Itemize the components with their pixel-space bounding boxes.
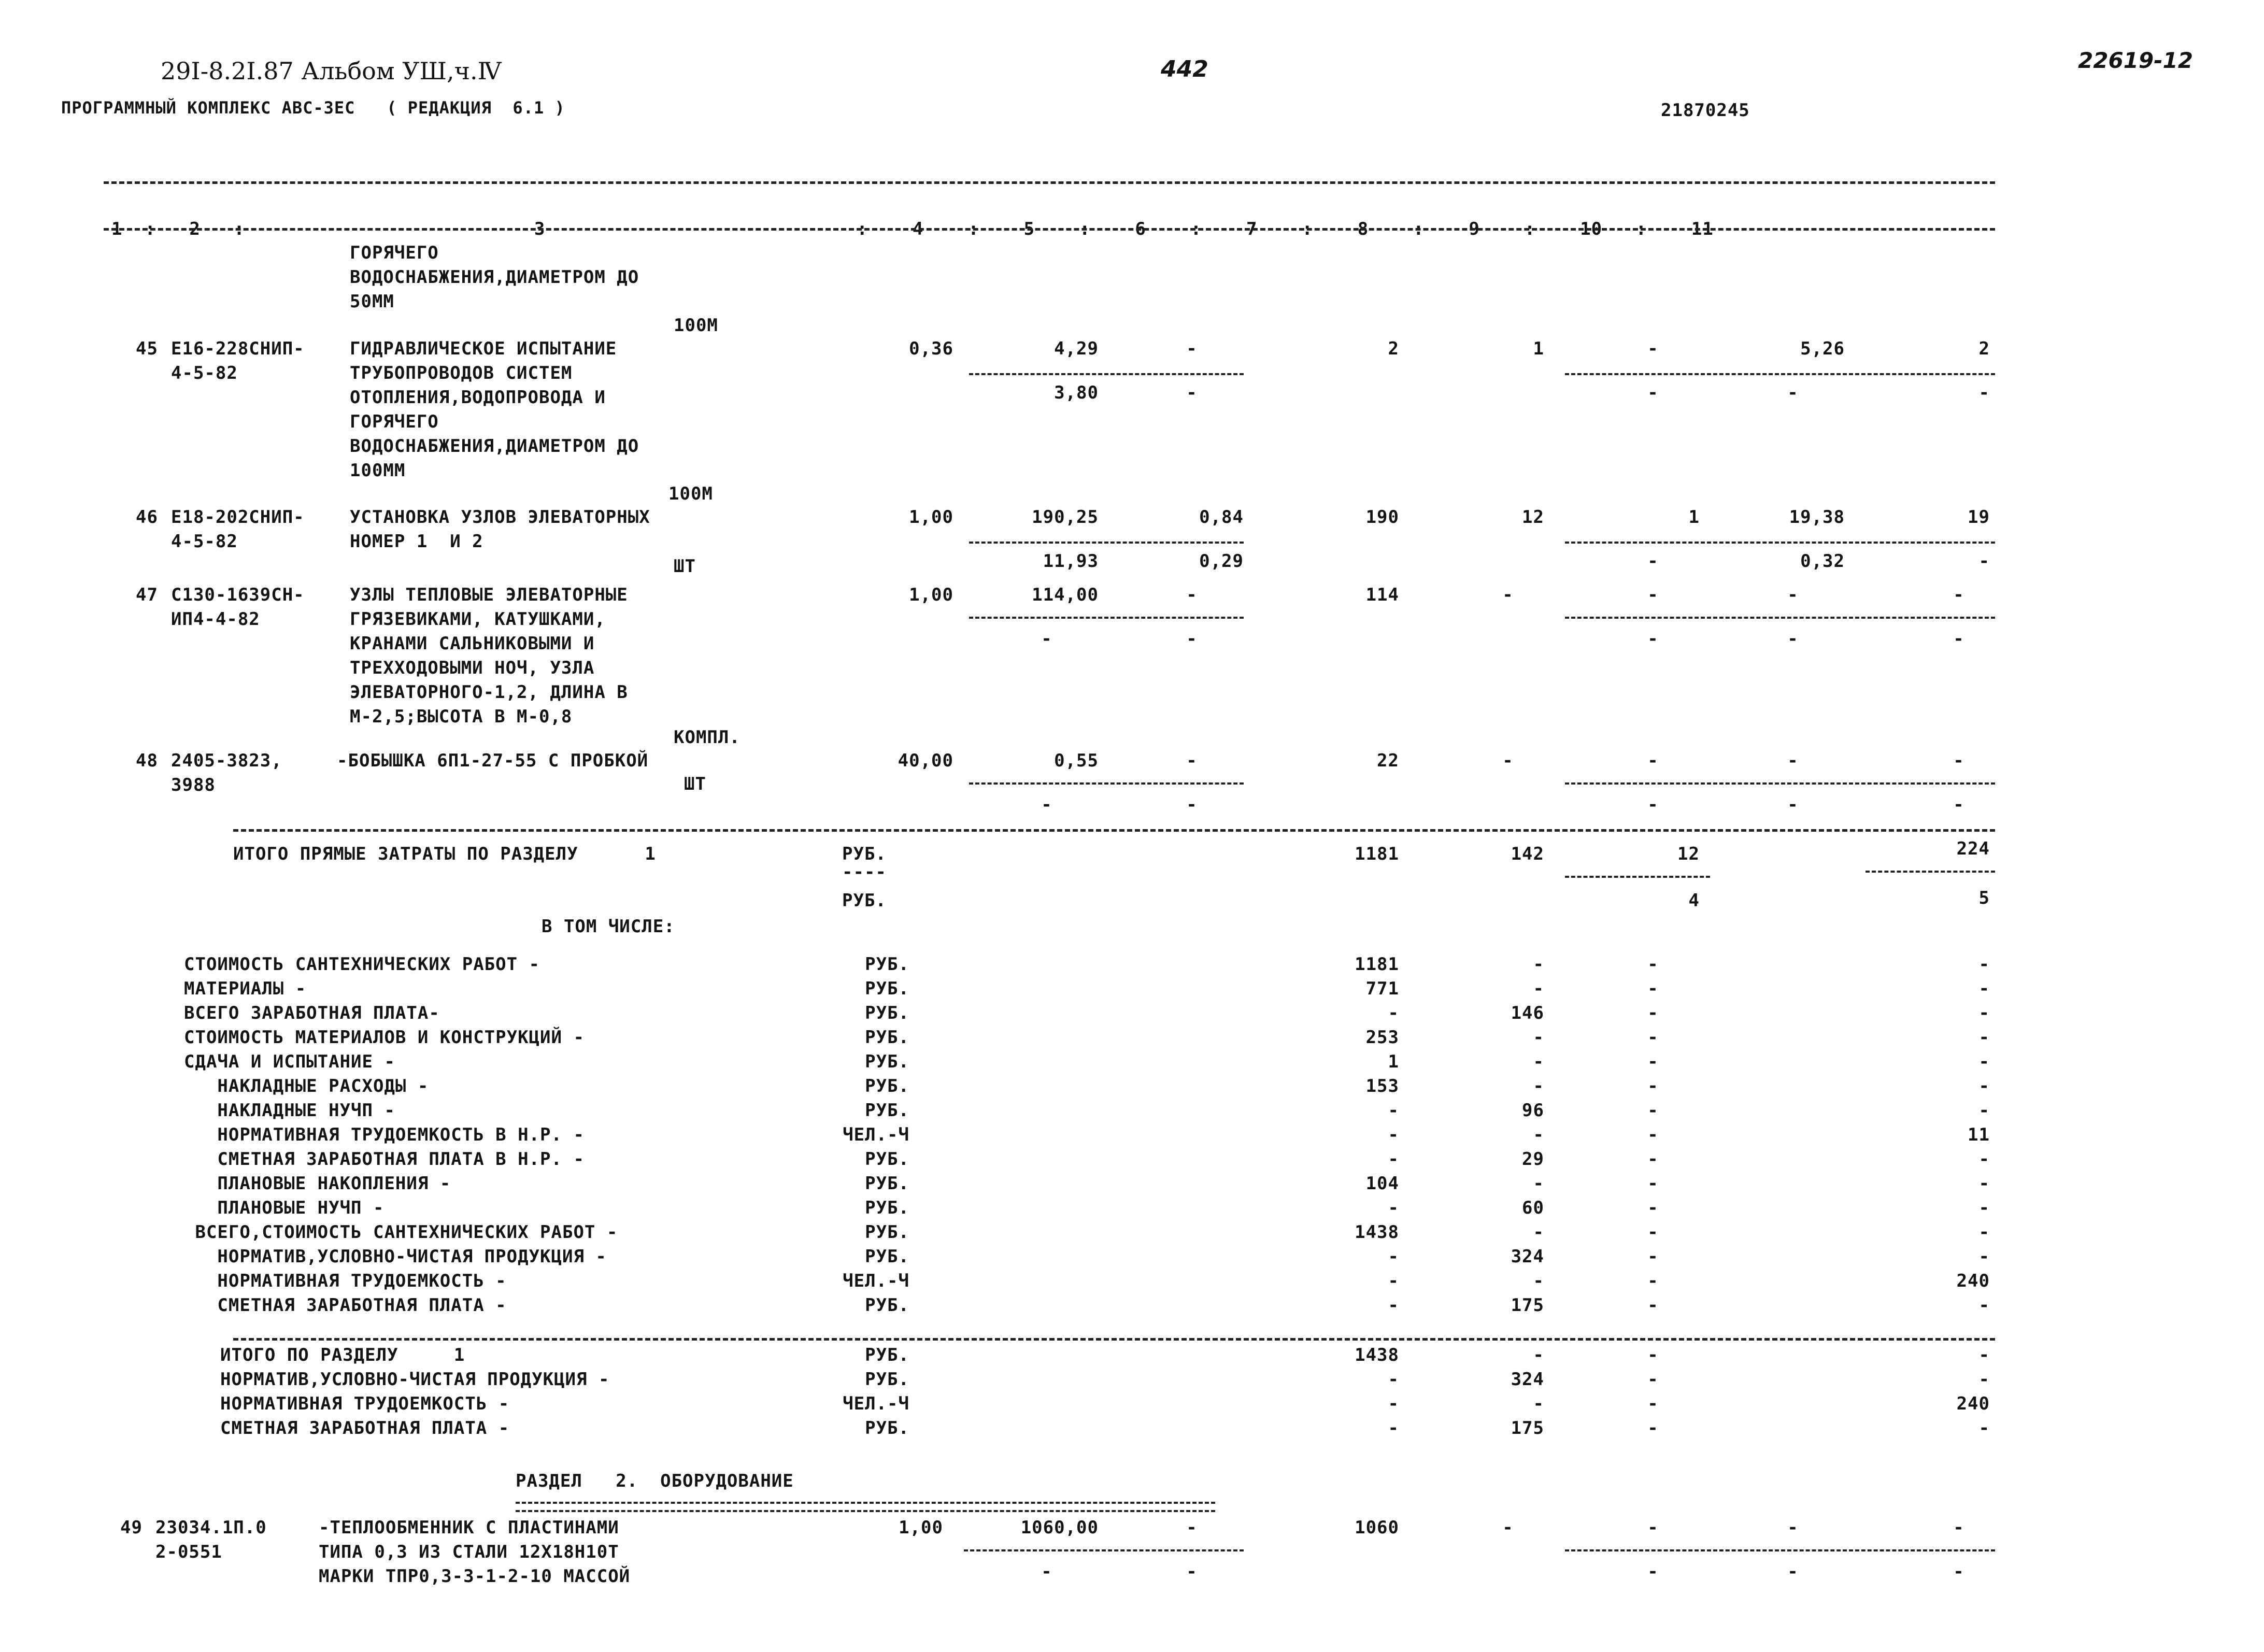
- summary-label: СМЕТНАЯ ЗАРАБОТНАЯ ПЛАТА -: [220, 1418, 510, 1439]
- cell-c6b: 0,29: [1199, 551, 1244, 572]
- cell-c4: 1,00: [899, 1517, 943, 1538]
- cell-c7: 114: [1365, 585, 1399, 605]
- summary-c11: -: [1978, 1149, 1990, 1170]
- summary-c7: 104: [1365, 1173, 1399, 1194]
- summary-c11: 240: [1956, 1393, 1990, 1414]
- summary-c8: -: [1533, 1271, 1544, 1291]
- cell-c7: 1060: [1355, 1517, 1399, 1538]
- cell-c11b: -: [1978, 382, 1990, 403]
- row-code: С130-1639СН- ИП4-4-82: [171, 585, 305, 630]
- summary-c9: -: [1647, 1149, 1659, 1170]
- summary-c9: -: [1647, 1076, 1659, 1096]
- summary-label: ВСЕГО ЗАРАБОТНАЯ ПЛАТА-: [184, 1003, 440, 1023]
- summary-label: НОРМАТИВ,УСЛОВНО-ЧИСТАЯ ПРОДУКЦИЯ -: [220, 1369, 610, 1390]
- summary-c9: -: [1647, 1271, 1659, 1291]
- cell-c11: -: [1953, 750, 1964, 771]
- section-total-rule: [233, 1338, 1995, 1341]
- summary-c11: -: [1978, 1051, 1990, 1072]
- summary-c8: 324: [1511, 1246, 1544, 1267]
- totals-rule: [233, 829, 1995, 832]
- total-direct-unit-2: РУБ.: [842, 890, 887, 911]
- cell-divider: [1565, 542, 1995, 544]
- summary-label: НОРМАТИВНАЯ ТРУДОЕМКОСТЬ -: [220, 1393, 510, 1414]
- summary-c8: 324: [1511, 1369, 1544, 1390]
- summary-c8: -: [1533, 1124, 1544, 1145]
- row-description: УЗЛЫ ТЕПЛОВЫЕ ЭЛЕВАТОРНЫЕ ГРЯЗЕВИКАМИ, КАТУШКАМИ, КРАНАМИ САЛЬНИКОВЫМИ И ТРЕХХОДОВЫМИ НОЧ, УЗЛА ЭЛЕВАТОРНОГО-1,2, ДЛИНА В М-2,5;ВЫСОТА В М-0,8: [350, 585, 628, 727]
- row-number: 48: [136, 750, 158, 771]
- summary-c9: -: [1647, 978, 1659, 999]
- cell-c11b: -: [1978, 551, 1990, 572]
- row-unit: ШТ: [684, 774, 706, 794]
- row-number: 46: [136, 507, 158, 528]
- summary-unit: РУБ.: [865, 1149, 909, 1170]
- summary-c9: -: [1647, 1295, 1659, 1316]
- summary-c11: -: [1978, 1100, 1990, 1121]
- row-description: -ТЕПЛООБМЕННИК С ПЛАСТИНАМИ ТИПА 0,3 ИЗ СТАЛИ 12Х18Н10Т МАРКИ ТПР0,3-3-1-2-10 МАССОЙ: [319, 1517, 631, 1587]
- cell-c9: -: [1647, 585, 1659, 605]
- summary-unit: ЧЕЛ.-Ч: [843, 1393, 909, 1414]
- cell-c5b: 3,80: [1054, 382, 1099, 403]
- summary-label: НАКЛАДНЫЕ НУЧП -: [184, 1100, 395, 1121]
- summary-unit: ЧЕЛ.-Ч: [843, 1124, 909, 1145]
- table-top-rule: [104, 181, 1995, 184]
- cell-c5: 4,29: [1054, 338, 1099, 359]
- cell-divider: [969, 373, 1244, 375]
- summary-c11: -: [1978, 1027, 1990, 1048]
- cell-c11: 19: [1968, 507, 1990, 528]
- summary-label: СТОИМОСТЬ САНТЕХНИЧЕСКИХ РАБОТ -: [184, 954, 540, 975]
- summary-c9: -: [1647, 1173, 1659, 1194]
- section2-title: РАЗДЕЛ 2. ОБОРУДОВАНИЕ: [516, 1471, 794, 1491]
- summary-unit: РУБ.: [865, 1418, 909, 1439]
- cell-c5: 1060,00: [1020, 1517, 1099, 1538]
- summary-c7: 153: [1365, 1076, 1399, 1096]
- cell-c9b: -: [1647, 1561, 1659, 1582]
- cell-c10: -: [1787, 750, 1799, 771]
- cell-c9: 1: [1688, 507, 1700, 528]
- summary-c7: -: [1388, 1271, 1399, 1291]
- total-direct-c9: 12: [1677, 844, 1700, 864]
- cell-c7: 2: [1388, 338, 1399, 359]
- cell-c10: -: [1787, 1517, 1799, 1538]
- cell-c5b: -: [1041, 794, 1052, 815]
- total-direct-c7: 1181: [1355, 844, 1399, 864]
- cell-c5: 114,00: [1032, 585, 1099, 605]
- cell-c11b: -: [1953, 1561, 1964, 1582]
- cell-divider: [1565, 876, 1710, 878]
- cell-c10b: 0,32: [1800, 551, 1845, 572]
- summary-c11: -: [1978, 1345, 1990, 1365]
- summary-c8: -: [1533, 1345, 1544, 1365]
- summary-c7: -: [1388, 1003, 1399, 1023]
- cell-c9b: -: [1647, 382, 1659, 403]
- summary-label: МАТЕРИАЛЫ -: [184, 978, 307, 999]
- summary-c7: 1: [1388, 1051, 1399, 1072]
- cell-c10: 19,38: [1789, 507, 1845, 528]
- cell-c10b: -: [1787, 629, 1799, 649]
- col-header-6: 6: [1135, 219, 1146, 239]
- summary-c11: -: [1978, 1222, 1990, 1243]
- summary-unit: РУБ.: [865, 1295, 909, 1316]
- summary-c8: 96: [1522, 1100, 1544, 1121]
- album-title: 29I-8.2I.87 Альбом УШ,ч.Ⅳ: [161, 57, 502, 85]
- cell-c5: 190,25: [1032, 507, 1099, 528]
- cell-c4: 0,36: [909, 338, 953, 359]
- row-code: 2405-3823, 3988: [171, 750, 282, 795]
- summary-c7: -: [1388, 1124, 1399, 1145]
- cell-divider: [969, 782, 1244, 785]
- summary-label: ПЛАНОВЫЕ НАКОПЛЕНИЯ -: [184, 1173, 451, 1194]
- corner-mark: 22619-12: [2078, 48, 2193, 73]
- summary-c7: -: [1388, 1393, 1399, 1414]
- cell-c9b: -: [1647, 794, 1659, 815]
- cell-divider: [1565, 373, 1995, 375]
- summary-c7: -: [1388, 1246, 1399, 1267]
- summary-c7: 1438: [1355, 1345, 1399, 1365]
- summary-c7: -: [1388, 1149, 1399, 1170]
- col-header-2: 2: [189, 219, 201, 239]
- row-description: ГИДРАВЛИЧЕСКОЕ ИСПЫТАНИЕ ТРУБОПРОВОДОВ СИСТЕМ ОТОПЛЕНИЯ,ВОДОПРОВОДА И ГОРЯЧЕГО ВОДОСНАБЖЕНИЯ,ДИАМЕТРОМ ДО 100ММ: [350, 338, 639, 481]
- summary-c8: -: [1533, 1051, 1544, 1072]
- including-label: В ТОМ ЧИСЛЕ:: [542, 916, 675, 937]
- header-bottom-rule: [104, 228, 1995, 231]
- summary-unit: РУБ.: [865, 954, 909, 975]
- cell-divider: [1866, 871, 1995, 873]
- cell-c5: 0,55: [1054, 750, 1099, 771]
- cell-c9b: -: [1647, 551, 1659, 572]
- cell-c7: 190: [1365, 507, 1399, 528]
- cell-c4: 1,00: [909, 507, 953, 528]
- summary-c9: -: [1647, 1369, 1659, 1390]
- summary-c8: 29: [1522, 1149, 1544, 1170]
- summary-label: ИТОГО ПО РАЗДЕЛУ 1: [220, 1345, 465, 1365]
- row-unit: ШТ: [674, 556, 696, 577]
- cell-c8: 12: [1522, 507, 1544, 528]
- col-header-10: 10: [1580, 219, 1603, 239]
- summary-c9: -: [1647, 1246, 1659, 1267]
- row-code: 23034.1П.0 2-0551: [155, 1517, 267, 1562]
- summary-c11: -: [1978, 1003, 1990, 1023]
- summary-unit: ЧЕЛ.-Ч: [843, 1271, 909, 1291]
- cell-divider: [969, 542, 1244, 544]
- summary-c8: 175: [1511, 1295, 1544, 1316]
- summary-unit: РУБ.: [865, 1369, 909, 1390]
- summary-label: СМЕТНАЯ ЗАРАБОТНАЯ ПЛАТА -: [184, 1295, 507, 1316]
- total-direct-c9b: 4: [1688, 890, 1700, 911]
- summary-c8: -: [1533, 1173, 1544, 1194]
- total-direct-c11b: 5: [1978, 888, 1990, 908]
- summary-c9: -: [1647, 1027, 1659, 1048]
- cell-c9: -: [1647, 750, 1659, 771]
- summary-label: НОРМАТИВНАЯ ТРУДОЕМКОСТЬ -: [184, 1271, 507, 1291]
- total-direct-unit: РУБ.: [842, 844, 887, 864]
- summary-label: НАКЛАДНЫЕ РАСХОДЫ -: [184, 1076, 429, 1096]
- row-number: 49: [120, 1517, 143, 1538]
- summary-c7: -: [1388, 1198, 1399, 1218]
- total-direct-c11: 224: [1956, 838, 1990, 859]
- summary-unit: РУБ.: [865, 1246, 909, 1267]
- cell-c11b: -: [1953, 629, 1964, 649]
- row-description: -БОБЫШКА 6П1-27-55 С ПРОБКОЙ: [337, 750, 649, 771]
- summary-c9: -: [1647, 1393, 1659, 1414]
- row-number: 47: [136, 585, 158, 605]
- summary-c9: -: [1647, 1198, 1659, 1218]
- summary-c7: 1438: [1355, 1222, 1399, 1243]
- cell-c10: -: [1787, 585, 1799, 605]
- summary-c8: -: [1533, 954, 1544, 975]
- col-header-1: 1: [111, 219, 123, 239]
- summary-c11: -: [1978, 1076, 1990, 1096]
- summary-c8: -: [1533, 1076, 1544, 1096]
- cell-c8: -: [1502, 750, 1514, 771]
- summary-c9: -: [1647, 1345, 1659, 1365]
- cell-c10b: -: [1787, 1561, 1799, 1582]
- cell-divider: [1565, 617, 1995, 619]
- summary-c11: -: [1978, 1246, 1990, 1267]
- cell-c9: -: [1647, 1517, 1659, 1538]
- cell-divider: [1565, 782, 1995, 785]
- cell-c7: 22: [1377, 750, 1399, 771]
- page-number: 442: [1161, 56, 1208, 82]
- cell-c8: -: [1502, 585, 1514, 605]
- summary-label: СТОИМОСТЬ МАТЕРИАЛОВ И КОНСТРУКЦИЙ -: [184, 1027, 585, 1048]
- summary-c7: 1181: [1355, 954, 1399, 975]
- row-description: ГОРЯЧЕГО ВОДОСНАБЖЕНИЯ,ДИАМЕТРОМ ДО 50ММ: [350, 243, 639, 312]
- summary-c8: -: [1533, 1393, 1544, 1414]
- summary-c7: -: [1388, 1369, 1399, 1390]
- cell-divider: [969, 617, 1244, 619]
- summary-c7: -: [1388, 1100, 1399, 1121]
- cell-c11: -: [1953, 1517, 1964, 1538]
- cell-c10: 5,26: [1800, 338, 1845, 359]
- cell-c6: -: [1186, 750, 1198, 771]
- col-header-3: 3: [534, 219, 546, 239]
- cell-c10b: -: [1787, 794, 1799, 815]
- summary-c7: 771: [1365, 978, 1399, 999]
- summary-c9: -: [1647, 1051, 1659, 1072]
- summary-c11: -: [1978, 1369, 1990, 1390]
- cell-c9b: -: [1647, 629, 1659, 649]
- col-header-8: 8: [1357, 219, 1369, 239]
- cell-c8: -: [1502, 1517, 1514, 1538]
- summary-unit: РУБ.: [865, 1100, 909, 1121]
- summary-label: ВСЕГО,СТОИМОСТЬ САНТЕХНИЧЕСКИХ РАБОТ -: [184, 1222, 618, 1243]
- column-header-row: 1 : 2 : 3 : 4 : 5 : 6 : 7 : 8 : 9 : 10 : 11: [111, 219, 1714, 239]
- summary-c9: -: [1647, 1222, 1659, 1243]
- summary-label: СДАЧА И ИСПЫТАНИЕ -: [184, 1051, 395, 1072]
- cell-c10b: -: [1787, 382, 1799, 403]
- cell-c5b: 11,93: [1043, 551, 1099, 572]
- row-description: УСТАНОВКА УЗЛОВ ЭЛЕВАТОРНЫХ НОМЕР 1 И 2: [350, 507, 650, 552]
- cell-c5b: -: [1041, 1561, 1052, 1582]
- col-header-4: 4: [912, 219, 924, 239]
- summary-label: СМЕТНАЯ ЗАРАБОТНАЯ ПЛАТА В Н.Р. -: [184, 1149, 585, 1170]
- program-info: ПРОГРАММНЫЙ КОМПЛЕКС АВС-3ЕС ( РЕДАКЦИЯ 6.1 ): [61, 98, 565, 118]
- cell-divider: [964, 1549, 1244, 1551]
- col-header-7: 7: [1246, 219, 1258, 239]
- summary-c11: -: [1978, 1418, 1990, 1439]
- summary-unit: РУБ.: [865, 1076, 909, 1096]
- row-number: 45: [136, 338, 158, 359]
- summary-c9: -: [1647, 954, 1659, 975]
- summary-label: НОРМАТИВНАЯ ТРУДОЕМКОСТЬ В Н.Р. -: [184, 1124, 585, 1145]
- summary-c9: -: [1647, 1124, 1659, 1145]
- summary-unit: РУБ.: [865, 1003, 909, 1023]
- cell-c11: 2: [1978, 338, 1990, 359]
- row-unit: КОМПЛ.: [674, 727, 741, 748]
- summary-c9: -: [1647, 1100, 1659, 1121]
- cell-c6b: -: [1186, 629, 1198, 649]
- summary-c8: -: [1533, 978, 1544, 999]
- summary-c11: 11: [1968, 1124, 1990, 1145]
- document-number: 21870245: [1661, 100, 1750, 121]
- summary-c11: -: [1978, 978, 1990, 999]
- section2-underline: [516, 1502, 1215, 1512]
- cell-c4: 1,00: [909, 585, 953, 605]
- summary-c11: -: [1978, 1198, 1990, 1218]
- total-direct-label: ИТОГО ПРЯМЫЕ ЗАТРАТЫ ПО РАЗДЕЛУ 1: [233, 844, 656, 864]
- cell-c6: 0,84: [1199, 507, 1244, 528]
- summary-c9: -: [1647, 1003, 1659, 1023]
- summary-unit: РУБ.: [865, 1173, 909, 1194]
- cell-c5b: -: [1041, 629, 1052, 649]
- summary-c11: -: [1978, 1295, 1990, 1316]
- summary-unit: РУБ.: [865, 978, 909, 999]
- cell-c6b: -: [1186, 1561, 1198, 1582]
- cell-divider: [1565, 1549, 1995, 1551]
- cell-c8: 1: [1533, 338, 1544, 359]
- summary-label: НОРМАТИВ,УСЛОВНО-ЧИСТАЯ ПРОДУКЦИЯ -: [184, 1246, 607, 1267]
- cell-c6: -: [1186, 585, 1198, 605]
- total-direct-dashes: ----: [842, 862, 887, 882]
- summary-unit: РУБ.: [865, 1345, 909, 1365]
- cell-c6b: -: [1186, 382, 1198, 403]
- cell-c9: -: [1647, 338, 1659, 359]
- cell-c6: -: [1186, 338, 1198, 359]
- row-unit: 100М: [674, 315, 718, 336]
- col-header-11: 11: [1691, 219, 1714, 239]
- summary-c7: -: [1388, 1295, 1399, 1316]
- summary-c8: -: [1533, 1222, 1544, 1243]
- row-code: Е18-202СНИП- 4-5-82: [171, 507, 305, 552]
- summary-c7: 253: [1365, 1027, 1399, 1048]
- cell-c6: -: [1186, 1517, 1198, 1538]
- summary-unit: РУБ.: [865, 1027, 909, 1048]
- cell-c6b: -: [1186, 794, 1198, 815]
- col-header-5: 5: [1023, 219, 1035, 239]
- summary-c11: 240: [1956, 1271, 1990, 1291]
- summary-unit: РУБ.: [865, 1222, 909, 1243]
- cell-c11b: -: [1953, 794, 1964, 815]
- cell-c4: 40,00: [898, 750, 953, 771]
- cell-c11: -: [1953, 585, 1964, 605]
- summary-c8: -: [1533, 1027, 1544, 1048]
- summary-c8: 146: [1511, 1003, 1544, 1023]
- row-code: Е16-228СНИП- 4-5-82: [171, 338, 305, 383]
- col-header-9: 9: [1469, 219, 1480, 239]
- summary-c8: 60: [1522, 1198, 1544, 1218]
- summary-c11: -: [1978, 954, 1990, 975]
- summary-unit: РУБ.: [865, 1198, 909, 1218]
- summary-label: ПЛАНОВЫЕ НУЧП -: [184, 1198, 385, 1218]
- summary-unit: РУБ.: [865, 1051, 909, 1072]
- total-direct-c8: 142: [1511, 844, 1544, 864]
- row-unit: 100М: [668, 483, 713, 504]
- summary-c9: -: [1647, 1418, 1659, 1439]
- summary-c8: 175: [1511, 1418, 1544, 1439]
- summary-c7: -: [1388, 1418, 1399, 1439]
- summary-c11: -: [1978, 1173, 1990, 1194]
